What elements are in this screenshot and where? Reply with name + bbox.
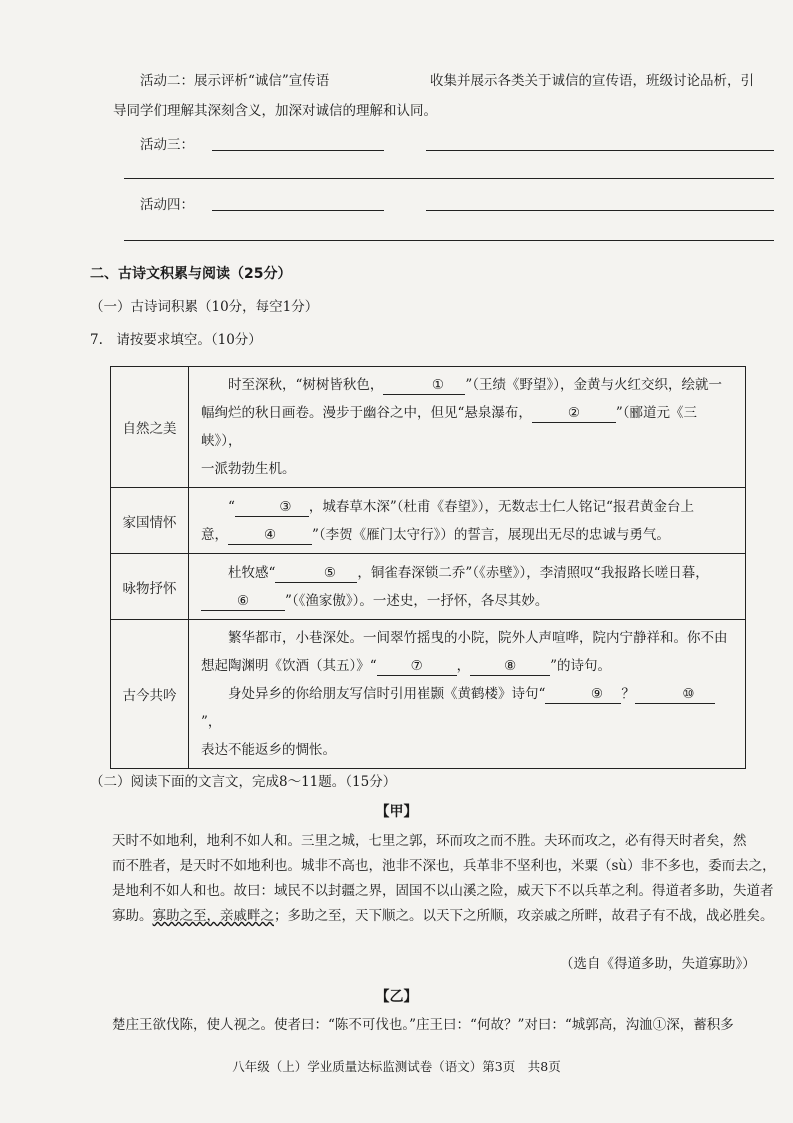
poetry-fill-table bbox=[110, 366, 746, 769]
activity4-blank-2[interactable] bbox=[426, 210, 774, 211]
activity3-blank-1[interactable] bbox=[212, 150, 384, 151]
activity2-desc: 收集并展示各类关于诚信的宣传语，班级讨论品析，引 bbox=[430, 73, 754, 89]
activity2-heading: 活动二：展示评析“诚信”宣传语 bbox=[140, 73, 330, 89]
text: ”（王绩《野望》），金黄与火红交织，绘就一 bbox=[465, 377, 723, 393]
text: ”， bbox=[201, 714, 222, 730]
jia-line-4 bbox=[112, 904, 774, 929]
blank-1[interactable]: ① bbox=[383, 377, 465, 395]
sub1-title: （一）古诗词积累（10分，每空1分） bbox=[90, 299, 319, 315]
text: 想起陶渊明《饮酒（其五）》“ bbox=[201, 658, 377, 674]
text: ”（李贺《雁门太守行》）的誓言，展现出无尽的忠诚与勇气。 bbox=[312, 526, 670, 543]
yi-passage bbox=[112, 1013, 762, 1038]
row-ancient-modern-text bbox=[189, 620, 746, 769]
activity3-blank-2[interactable] bbox=[426, 150, 774, 151]
jia-source: （选自《得道多助，失道寡助》） bbox=[560, 956, 756, 972]
table-row-ancient-modern bbox=[111, 620, 746, 769]
text: 时至深秋，“树树皆秋色， bbox=[228, 377, 384, 393]
text: 身处异乡的你给朋友写信时引用崔颢《黄鹤楼》诗句“ bbox=[228, 686, 546, 702]
text: 意， bbox=[201, 526, 228, 543]
table-row-objects bbox=[111, 554, 746, 620]
category-ancient-modern: 古今共吟 bbox=[111, 620, 189, 769]
row-nature-text bbox=[189, 367, 746, 488]
blank-6[interactable]: ⑥ bbox=[201, 593, 285, 611]
category-nature: 自然之美 bbox=[111, 367, 189, 488]
text: ”（郦道元《三峡》）， bbox=[201, 405, 698, 449]
yi-title: 【乙】 bbox=[375, 989, 418, 1005]
category-patriotism: 家国情怀 bbox=[111, 488, 189, 554]
text: ”（《渔家傲》）。一述史，一抒怀，各尽其妙。 bbox=[285, 592, 549, 609]
blank-7[interactable]: ⑦ bbox=[377, 658, 457, 676]
activity2-desc-cont: 导同学们理解其深刻含义，加深对诚信的理解和认同。 bbox=[113, 103, 437, 119]
category-objects: 咏物抒怀 bbox=[111, 554, 189, 620]
blank-4[interactable]: ④ bbox=[228, 527, 312, 545]
section2-title: 二、古诗文积累与阅读（25分） bbox=[90, 266, 292, 282]
text: 杜牧感“ bbox=[228, 564, 276, 581]
underlined-sentence: 寡助之至，亲戚畔之 bbox=[152, 908, 274, 924]
text: ，铜雀春深锁二乔”（《赤壁》），李清照叹“我报路长嗟日暮， bbox=[357, 564, 709, 581]
row-patriotism-text bbox=[189, 488, 746, 554]
table-row-nature bbox=[111, 367, 746, 488]
blank-10[interactable]: ⑩ bbox=[635, 686, 715, 704]
jia-line-1: 天时不如地利，地利不如人和。三里之城，七里之郭，环而攻之而不胜。夫环而攻之，必有得天时者矣，然 bbox=[112, 833, 747, 849]
blank-2[interactable]: ② bbox=[532, 405, 616, 423]
question-7: 7. 请按要求填空。（10分） bbox=[90, 332, 262, 348]
activity4-blank-1[interactable] bbox=[212, 210, 384, 211]
sub2-title: （二）阅读下面的文言文，完成8～11题。（15分） bbox=[90, 774, 397, 790]
blank-8[interactable]: ⑧ bbox=[470, 658, 550, 676]
text: ；多助之至，天下顺之。以天下之所顺，攻亲戚之所畔，故君子有不战，战必胜矣。 bbox=[274, 908, 774, 924]
text: “ bbox=[228, 498, 235, 515]
activity4-label: 活动四： bbox=[140, 197, 194, 213]
text: 繁华都市，小巷深处。一间翠竹摇曳的小院，院外人声喧哗，院内宁静祥和。你不由 bbox=[228, 630, 728, 646]
blank-3[interactable]: ③ bbox=[235, 499, 309, 517]
activity4-blank-3[interactable] bbox=[124, 240, 774, 241]
blank-5[interactable]: ⑤ bbox=[275, 565, 357, 583]
row-objects-text bbox=[189, 554, 746, 620]
table-row-patriotism bbox=[111, 488, 746, 554]
blank-9[interactable]: ⑨ bbox=[545, 686, 621, 704]
jia-title: 【甲】 bbox=[375, 804, 418, 820]
jia-passage bbox=[112, 829, 776, 929]
jia-line-2: 而不胜者，是天时不如地利也。城非不高也，池非不深也，兵革非不坚利也，米粟（sù）非不多也，委而去之， bbox=[112, 858, 776, 874]
text: 表达不能返乡的惆怅。 bbox=[201, 742, 336, 758]
text: 一派勃勃生机。 bbox=[201, 461, 296, 477]
activity3-label: 活动三： bbox=[140, 137, 194, 153]
text: 幅绚烂的秋日画卷。漫步于幽谷之中，但见“悬泉瀑布， bbox=[201, 405, 532, 421]
text: ， bbox=[456, 658, 471, 674]
yi-line-1: 楚庄王欲伐陈，使人视之。使者曰：“陈不可伐也。”庄王曰：“何故？”对曰：“城郭高，沟洫①深，蓄积多 bbox=[112, 1017, 734, 1033]
text: ”的诗句。 bbox=[550, 658, 612, 674]
jia-line-3: 是地利不如人和也。故曰：域民不以封疆之界，固国不以山溪之险，威天下不以兵革之利。得道者多助，失道者 bbox=[112, 883, 774, 899]
page-footer: 八年级（上）学业质量达标监测试卷（语文）第3页 共8页 bbox=[232, 1059, 561, 1074]
text: ，城春草木深”（杜甫《春望》），无数志士仁人铭记“报君黄金台上 bbox=[308, 498, 694, 515]
text: ？ bbox=[621, 686, 635, 702]
text: 寡助。 bbox=[112, 908, 153, 924]
activity3-blank-3[interactable] bbox=[124, 178, 774, 179]
